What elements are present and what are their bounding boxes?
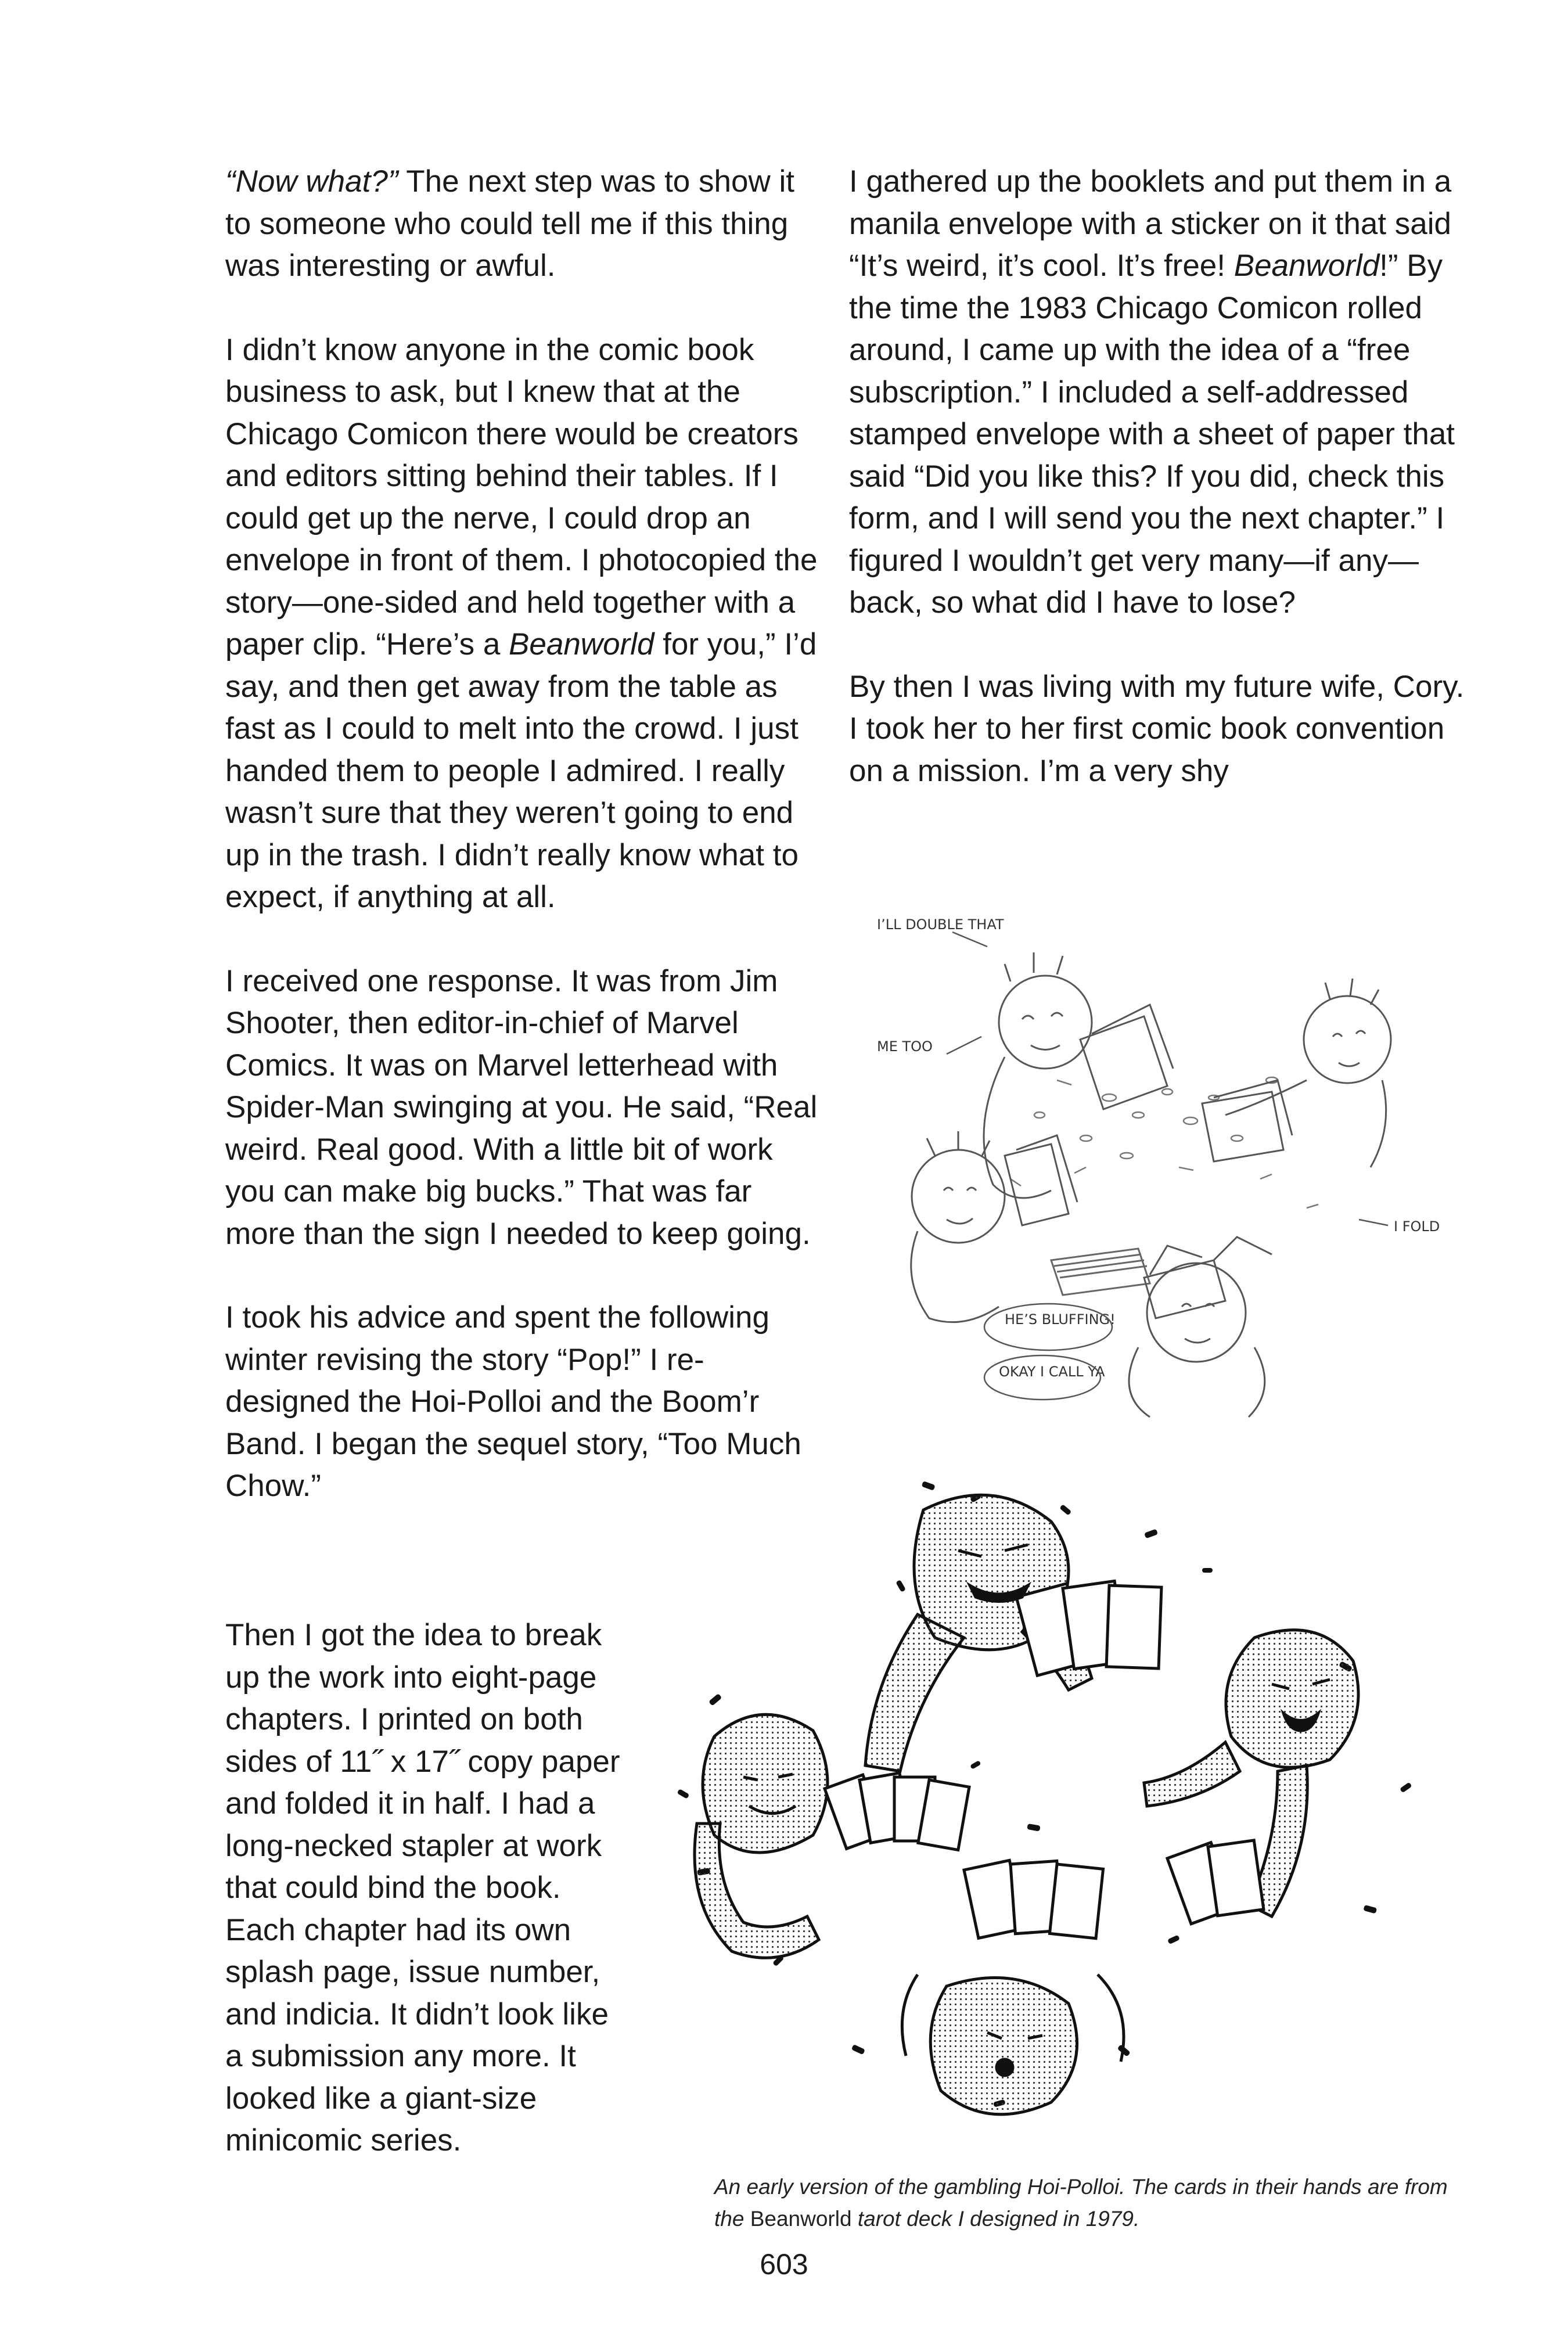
left-column-narrow	[225, 1614, 620, 2204]
sketch-figure-left	[911, 1131, 1077, 1322]
right-column	[849, 161, 1465, 834]
sketch-balloon-3: I FOLD	[1394, 1218, 1440, 1235]
sketch-balloon-2: ME TOO	[877, 1038, 933, 1055]
paragraph-3: I received one response. It was from Jim Shooter, then editor-in-chief of Marvel Comics. It was on Marvel letterhead with Spider-Man swinging at you. He said, “Real weird. Real good. With a little bit of work you can make big bucks.” That was far more than the sign I needed to keep going.	[225, 963, 818, 1251]
sketch-figure-bottom	[1129, 1237, 1272, 1417]
sketch-balloon-1: I’LL DOUBLE THAT	[877, 916, 1004, 933]
sketch-balloon-4: HE’S BLUFFING!	[1005, 1311, 1116, 1328]
paragraph-5: Then I got the idea to break up the work into eight-page chapters. I printed on both sides of 11˝ x 17˝ copy paper and folded it in half. I had a long-necked stapler at work that could bind the book. Each chapter had its own splash page, issue number, and indicia. It didn’t look like a submission any more. It looked like a giant-size minicomic series.	[225, 1618, 620, 2157]
paragraph-4: I took his advice and spent the following winter revising the story “Pop!” I re-designed the Hoi-Polloi and the Boom’r Band. I began the sequel story, “Too Much Chow.”	[225, 1300, 801, 1503]
paragraph-right-1: I gathered up the booklets and put them in a manila envelope with a sticker on it that said “It’s weird, it’s cool. It’s free! Beanworld!” By the time the 1983 Chicago Comicon rolled around, I came up with the idea of a “free subscription.” I included a self-addressed stamped envelope with a sheet of paper that said “Did you like this? If you did, check this form, and I will send you the next chapter.” I figured I wouldn’t get very many—if any—back, so what did I have to lose?	[849, 164, 1455, 620]
paragraph-2: I didn’t know anyone in the comic book business to ask, but I knew that at the Chicago Comicon there would be creators and editors sitting behind their tables. If I could get up the nerve, I could drop an envelope in front of them. I photocopied the story—one-sided and held together with a paper clip. “Here’s a Beanworld for you,” I’d say, and then get away from the table as fast as I could to melt into the crowd. I just handed them to people I admired. I really wasn’t sure that they weren’t going to end up in the trash. I didn’t really know what to expect, if anything at all.	[225, 332, 818, 914]
ink-illustration	[645, 1463, 1452, 2166]
figure-caption: An early version of the gambling Hoi-Polloi. The cards in their hands are from the Beanworld tarot deck I designed in 1979.	[714, 2175, 1448, 2231]
paragraph-1: “Now what?” The next step was to show it to someone who could tell me if this thing was interesting or awful.	[225, 164, 794, 283]
ink-figure-bottom	[902, 1975, 1124, 2114]
sketch-balloon-5: OKAY I CALL YA	[999, 1364, 1105, 1380]
pencil-sketch-illustration	[865, 906, 1463, 1429]
paragraph-right-2: By then I was living with my future wife, Cory. I took her to her first comic book convention on a mission. I’m a very shy	[849, 669, 1465, 788]
page-number: 603	[760, 2248, 808, 2281]
ink-figure-left	[695, 1714, 828, 1958]
left-column	[225, 161, 818, 1549]
sketch-figure-top	[984, 952, 1173, 1198]
sketch-figure-right	[1202, 979, 1391, 1167]
